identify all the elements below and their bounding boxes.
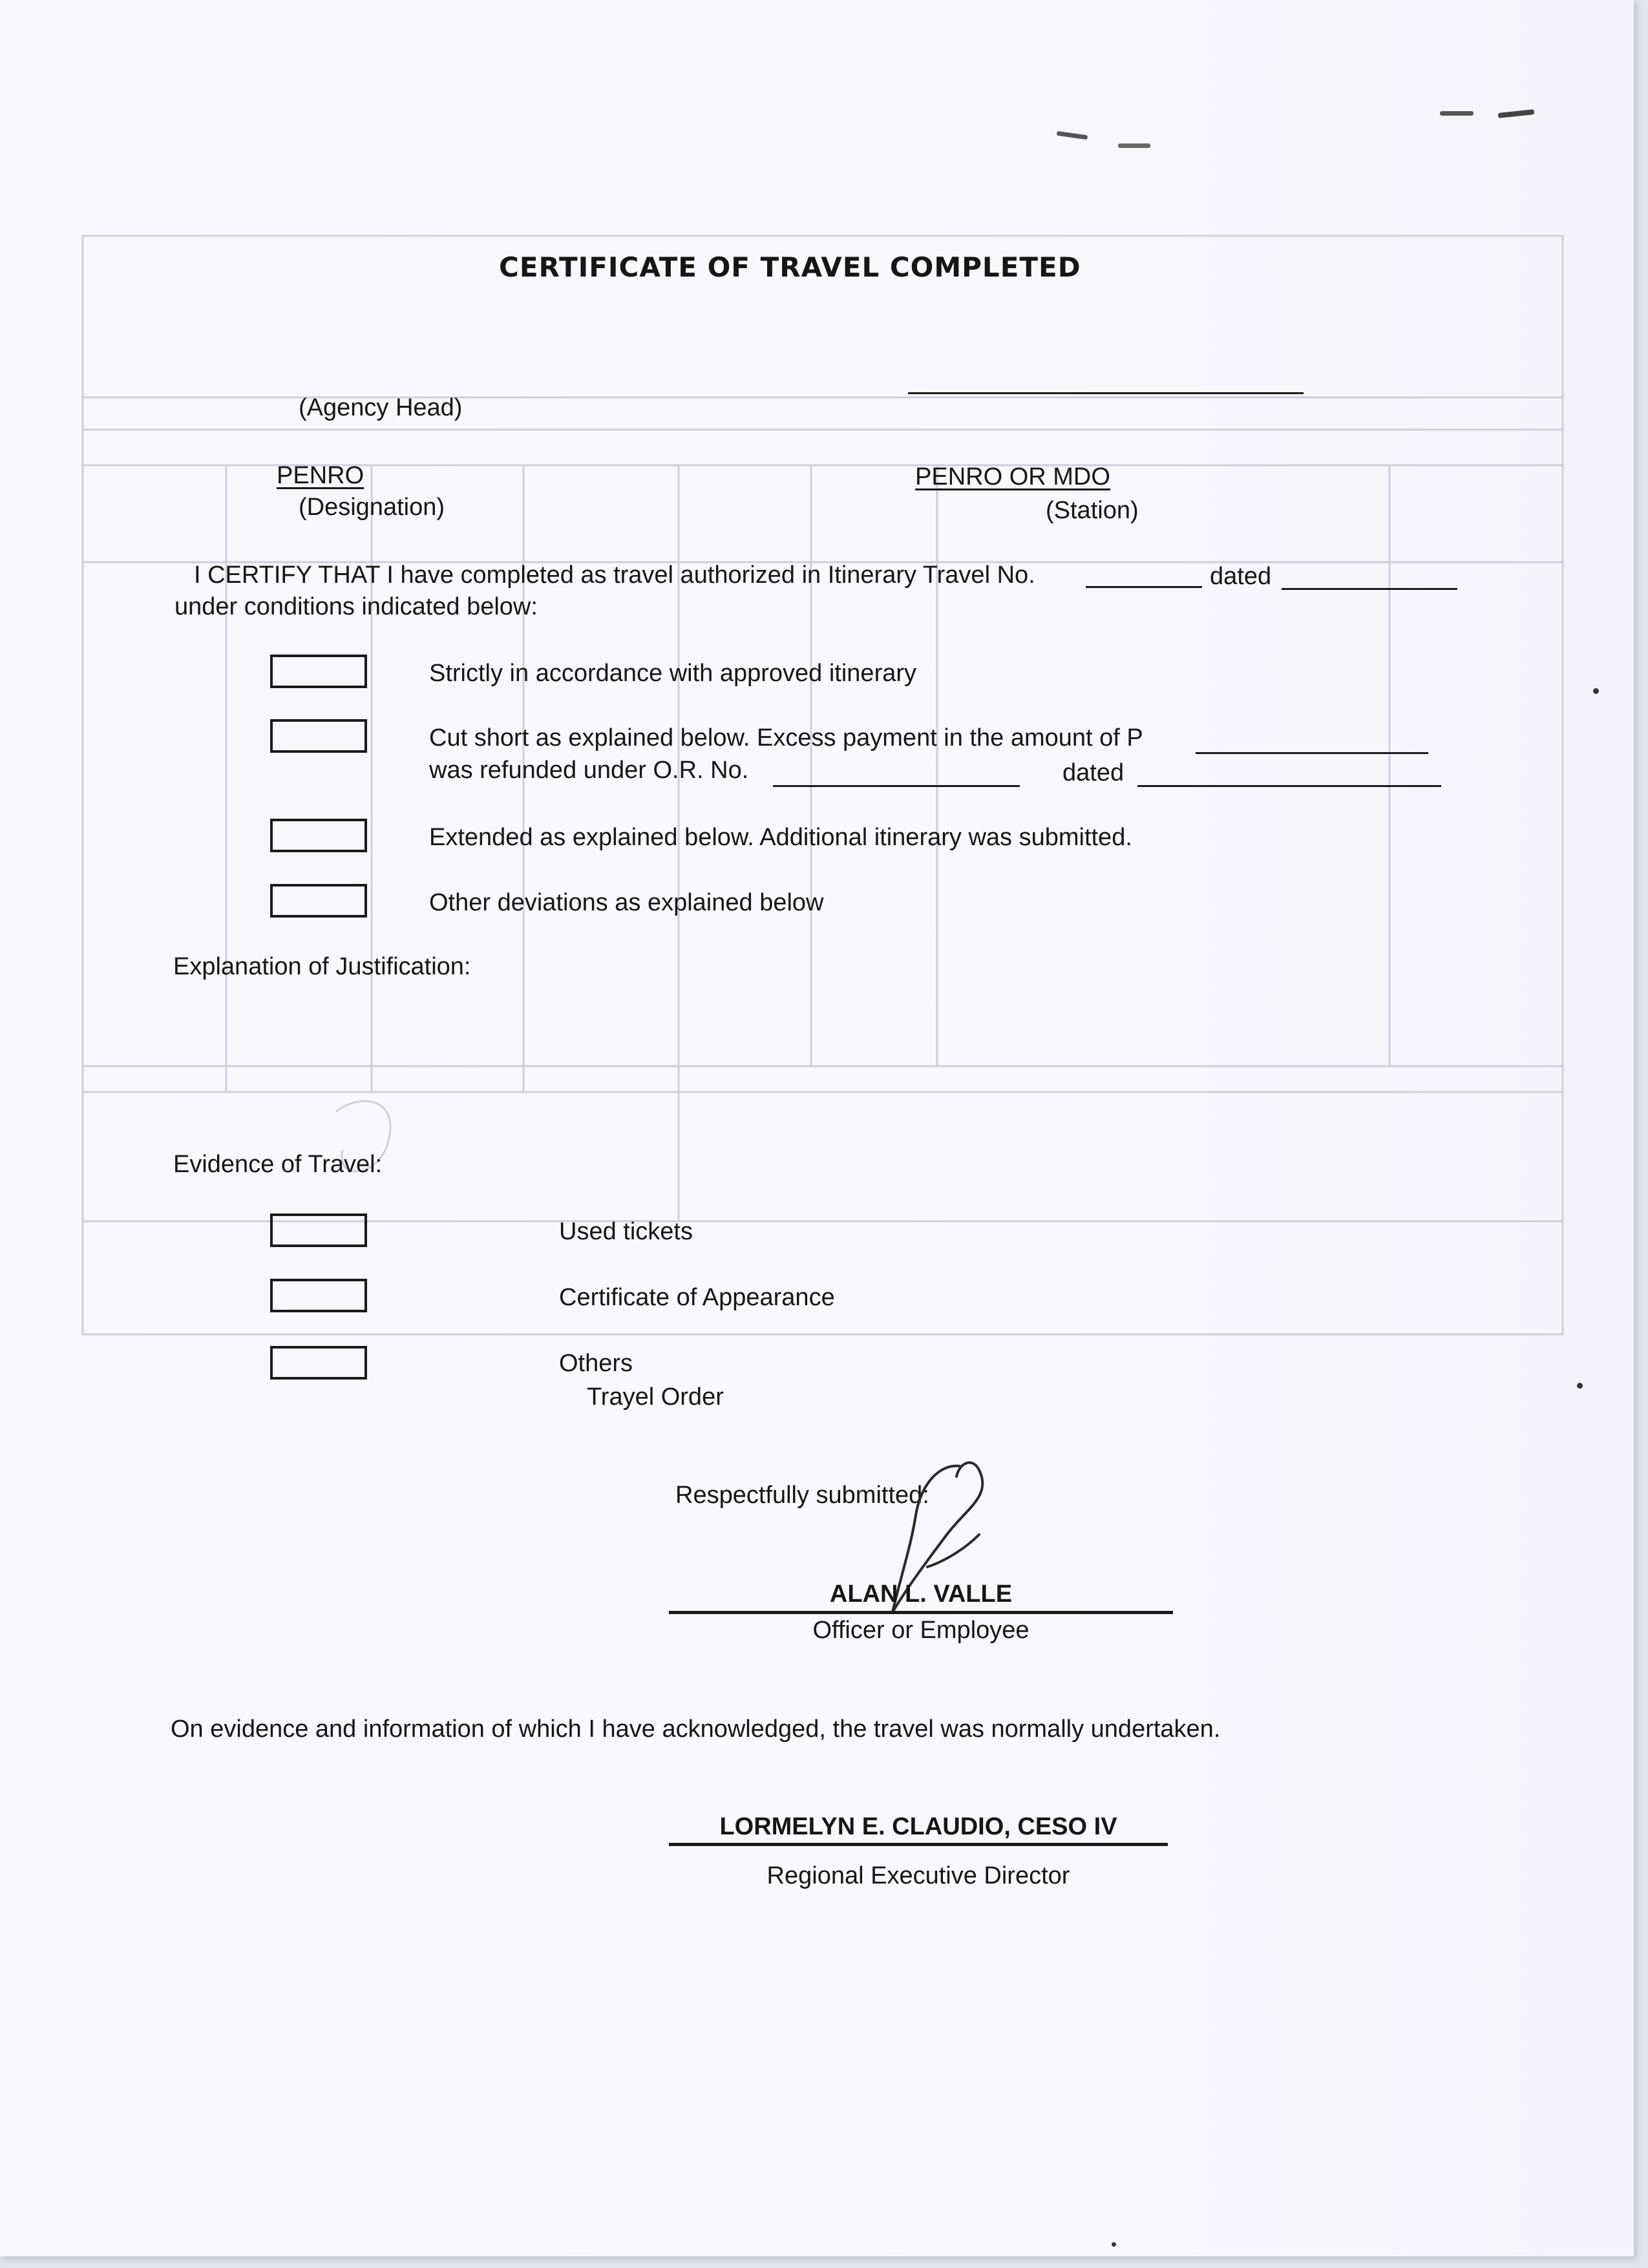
evidence-used-tickets-text: Used tickets <box>559 1218 693 1245</box>
condition-extended-text: Extended as explained below. Additional itinerary was submitted. <box>429 824 1132 851</box>
condition-other-text: Other deviations as explained below <box>429 889 824 916</box>
certify-date-field[interactable] <box>1282 588 1457 590</box>
certify-dated-label: dated <box>1210 563 1272 590</box>
checkbox-strictly-itinerary[interactable] <box>270 655 367 688</box>
designation-value: PENRO <box>277 462 364 489</box>
evidence-label: Evidence of Travel: <box>173 1151 383 1178</box>
scan-dot <box>1112 2242 1116 2247</box>
scan-dot <box>1593 688 1599 694</box>
evidence-certificate-text: Certificate of Appearance <box>559 1284 835 1311</box>
checkbox-cut-short[interactable] <box>270 719 367 753</box>
director-role: Regional Executive Director <box>766 1862 1070 1889</box>
employee-role: Officer or Employee <box>812 1617 1030 1644</box>
checkbox-others[interactable] <box>270 1346 367 1380</box>
evidence-others-text: Others <box>559 1350 633 1377</box>
excess-amount-field[interactable] <box>1196 752 1428 754</box>
station-value: PENRO OR MDO <box>915 463 1110 490</box>
scan-mark <box>1118 143 1150 148</box>
evidence-others-detail: Trayel Order <box>587 1383 724 1411</box>
director-name: LORMELYN E. CLAUDIO, CESO IV <box>719 1813 1117 1840</box>
condition-strictly-text: Strictly in accordance with approved itinerary <box>429 660 917 687</box>
checkbox-extended[interactable] <box>270 819 367 852</box>
checkbox-certificate-appearance[interactable] <box>270 1279 367 1312</box>
employee-name: ALAN L. VALLE <box>829 1580 1013 1608</box>
checkbox-other-deviations[interactable] <box>270 884 367 918</box>
scan-dot <box>1577 1383 1583 1389</box>
refund-date-field[interactable] <box>1137 785 1441 787</box>
acknowledgement-text: On evidence and information of which I have acknowledged, the travel was normally undertaken. <box>171 1716 1221 1743</box>
condition-cut-short-text: Cut short as explained below. Excess payment in the amount of P <box>429 724 1143 751</box>
or-number-field[interactable] <box>773 785 1020 787</box>
scan-mark <box>1440 111 1474 116</box>
designation-label: (Designation) <box>299 494 445 521</box>
station-label: (Station) <box>1046 497 1139 524</box>
certify-conditions-line: under conditions indicated below: <box>174 593 538 620</box>
itinerary-no-field[interactable] <box>1086 586 1202 588</box>
agency-head-line <box>908 392 1304 394</box>
explanation-label: Explanation of Justification: <box>173 953 471 980</box>
condition-refund-dated: dated <box>1062 759 1125 786</box>
respectfully-submitted-label: Respectfully submitted: <box>675 1482 929 1509</box>
certify-statement: I CERTIFY THAT I have completed as travel authorized in Itinerary Travel No. <box>194 562 1035 589</box>
checkbox-used-tickets[interactable] <box>270 1213 367 1247</box>
director-signature-line <box>669 1843 1168 1846</box>
document-title: CERTIFICATE OF TRAVEL COMPLETED <box>499 251 1081 283</box>
agency-head-label: (Agency Head) <box>299 394 463 421</box>
condition-refund-text: was refunded under O.R. No. <box>429 757 749 784</box>
employee-signature-line <box>669 1611 1173 1614</box>
